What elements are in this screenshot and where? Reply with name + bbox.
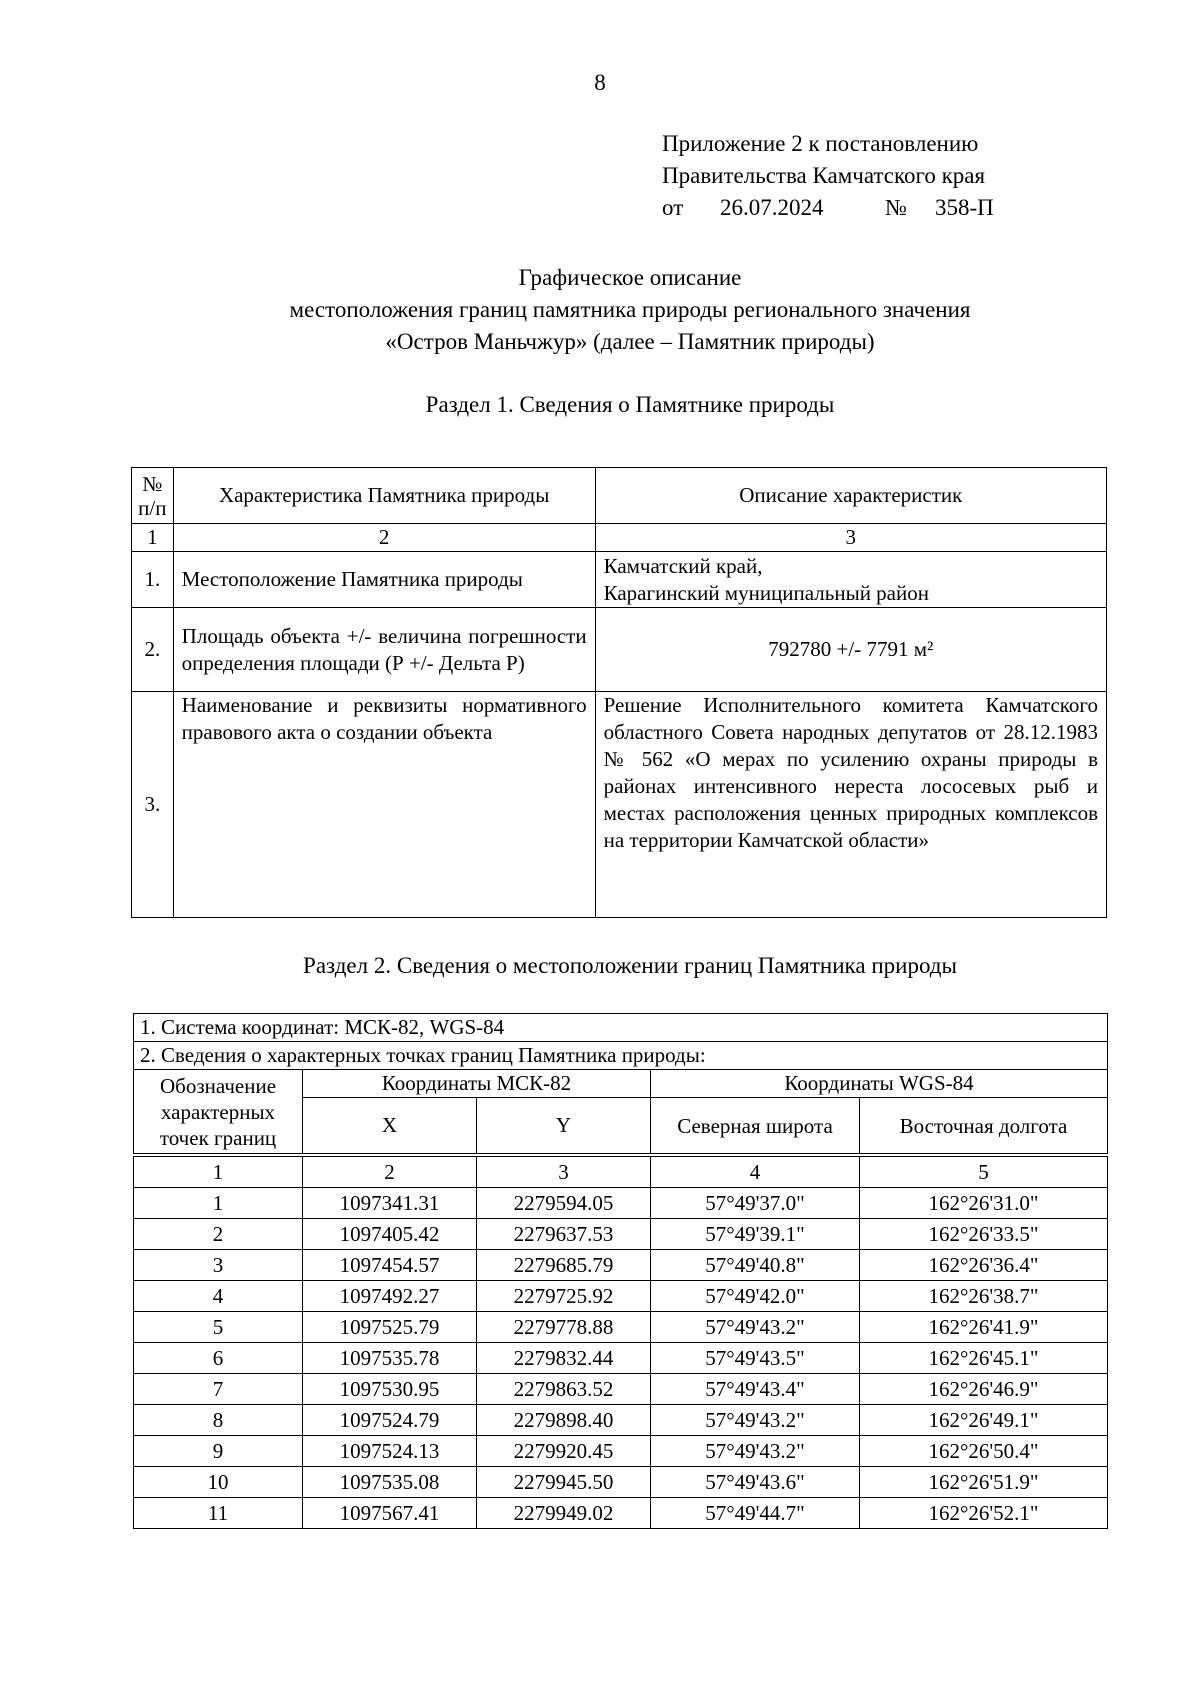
table-row [134, 1343, 1108, 1374]
header-wgs84: Координаты WGS-84 [651, 1070, 1108, 1098]
coord-lat: 57°49'43.4" [651, 1374, 860, 1405]
description-cell [595, 552, 1106, 608]
points-title-row [134, 1042, 1108, 1070]
section2-heading: Раздел 2. Сведения о местоположении границ Памятника природы [303, 953, 957, 978]
coord-lat: 57°49'37.0" [651, 1188, 860, 1219]
coord-lon: 162°26'36.4" [860, 1250, 1108, 1281]
coord-point: 4 [134, 1281, 303, 1312]
coord-lat: 57°49'42.0" [651, 1281, 860, 1312]
coord-x: 1097454.57 [303, 1250, 477, 1281]
table-row [134, 1498, 1108, 1529]
coord-lat: 57°49'44.7" [651, 1498, 860, 1529]
appendix-line-1: Приложение 2 к постановлению [662, 131, 979, 156]
coord-y: 2279832.44 [477, 1343, 651, 1374]
appendix-block [662, 128, 994, 224]
header-row-1 [134, 1070, 1108, 1098]
title-line-2: местоположения границ памятника природы регионального значения [289, 297, 971, 322]
table-row [134, 1219, 1108, 1250]
table-row [134, 1312, 1108, 1343]
document-number: 358-П [935, 195, 994, 220]
title-line-3: «Остров Маньчжур» (далее – Памятник природы) [385, 329, 875, 354]
table-row [134, 1250, 1108, 1281]
coord-point: 5 [134, 1312, 303, 1343]
table-row [134, 1405, 1108, 1436]
system-row [134, 1014, 1108, 1042]
header-latitude: Северная широта [651, 1098, 860, 1154]
column-number-row [134, 1157, 1108, 1188]
coord-lat: 57°49'39.1" [651, 1219, 860, 1250]
column-number: 2 [303, 1157, 477, 1188]
table-row [134, 1188, 1108, 1219]
header-y: Y [477, 1098, 651, 1154]
table-row [132, 552, 1107, 608]
coord-point: 2 [134, 1219, 303, 1250]
section1-heading: Раздел 1. Сведения о Памятнике природы [425, 392, 835, 417]
coord-lat: 57°49'40.8" [651, 1250, 860, 1281]
coord-y: 2279863.52 [477, 1374, 651, 1405]
row-number: 1. [132, 552, 174, 608]
coord-x: 1097535.78 [303, 1343, 477, 1374]
coord-lat: 57°49'43.2" [651, 1436, 860, 1467]
coord-lon: 162°26'41.9" [860, 1312, 1108, 1343]
coord-x: 1097535.08 [303, 1467, 477, 1498]
header-description: Описание характеристик [595, 468, 1106, 524]
coord-lon: 162°26'45.1" [860, 1343, 1108, 1374]
row-number: 3. [132, 692, 174, 918]
coord-lat: 57°49'43.5" [651, 1343, 860, 1374]
number-sign: № [885, 195, 907, 220]
coord-lon: 162°26'38.7" [860, 1281, 1108, 1312]
column-number: 3 [477, 1157, 651, 1188]
header-point: Обозначение характерных точек границ [134, 1070, 303, 1154]
document-date: 26.07.2024 [720, 195, 824, 220]
characteristic-cell: Площадь объекта +/- величина погрешности определения площади (Р +/- Дельта Р) [173, 608, 595, 692]
coord-lon: 162°26'46.9" [860, 1374, 1108, 1405]
coord-lon: 162°26'31.0" [860, 1188, 1108, 1219]
header-longitude: Восточная долгота [860, 1098, 1108, 1154]
coord-lon: 162°26'33.5" [860, 1219, 1108, 1250]
characteristic-cell: Местоположение Памятника природы [173, 552, 595, 608]
description-cell: 792780 +/- 7791 м² [595, 608, 1106, 692]
characteristic-cell: Наименование и реквизиты нормативного правового акта о создании объекта [173, 692, 595, 918]
appendix-line-2: Правительства Камчатского края [662, 163, 986, 188]
coord-point: 3 [134, 1250, 303, 1281]
description-cell: Решение Исполнительного комитета Камчатского областного Совета народных депутатов от 28.12.1983 № 562 «О мерах по усилению охраны природы в районах интенсивного нереста лососевых рыб и местах расположения ценных природных комплексов на территории Камчатской области» [595, 692, 1106, 918]
header-num: № п/п [132, 468, 174, 524]
column-number: 4 [651, 1157, 860, 1188]
header-characteristic: Характеристика Памятника природы [173, 468, 595, 524]
table-header-row [132, 468, 1107, 524]
coord-point: 6 [134, 1343, 303, 1374]
column-number: 3 [595, 524, 1106, 552]
column-number: 2 [173, 524, 595, 552]
coord-y: 2279945.50 [477, 1467, 651, 1498]
column-number: 1 [132, 524, 174, 552]
coord-point: 9 [134, 1436, 303, 1467]
header-msk82: Координаты МСК-82 [303, 1070, 651, 1098]
coord-x: 1097530.95 [303, 1374, 477, 1405]
coord-x: 1097524.13 [303, 1436, 477, 1467]
coord-y: 2279898.40 [477, 1405, 651, 1436]
from-label: от [662, 195, 684, 220]
coord-lon: 162°26'52.1" [860, 1498, 1108, 1529]
page-number: 8 [594, 70, 606, 95]
table-row [134, 1436, 1108, 1467]
table-row [134, 1467, 1108, 1498]
column-number: 1 [134, 1157, 303, 1188]
table-row [132, 692, 1107, 918]
table-row [132, 608, 1107, 692]
coord-y: 2279920.45 [477, 1436, 651, 1467]
table-row [134, 1374, 1108, 1405]
description-line: Камчатский край, [603, 553, 763, 578]
coord-x: 1097567.41 [303, 1498, 477, 1529]
coord-x: 1097405.42 [303, 1219, 477, 1250]
coord-y: 2279685.79 [477, 1250, 651, 1281]
coord-lon: 162°26'50.4" [860, 1436, 1108, 1467]
appendix-date-line [662, 192, 994, 224]
header-x: X [303, 1098, 477, 1154]
coord-point: 8 [134, 1405, 303, 1436]
coord-point: 10 [134, 1467, 303, 1498]
document-title [0, 262, 1200, 358]
coord-lon: 162°26'49.1" [860, 1405, 1108, 1436]
coordinate-system: 1. Система координат: МСК-82, WGS-84 [134, 1014, 1108, 1042]
description-line: Карагинский муниципальный район [603, 580, 929, 605]
column-number: 5 [860, 1157, 1108, 1188]
coord-y: 2279637.53 [477, 1219, 651, 1250]
column-number-row [132, 524, 1107, 552]
coord-lat: 57°49'43.2" [651, 1312, 860, 1343]
coord-y: 2279949.02 [477, 1498, 651, 1529]
coord-point: 1 [134, 1188, 303, 1219]
table-row [134, 1281, 1108, 1312]
section1-table [131, 467, 1107, 918]
coord-y: 2279594.05 [477, 1188, 651, 1219]
coord-point: 7 [134, 1374, 303, 1405]
coord-lat: 57°49'43.6" [651, 1467, 860, 1498]
coordinate-rows [134, 1188, 1108, 1529]
title-line-1: Графическое описание [518, 265, 742, 290]
coord-point: 11 [134, 1498, 303, 1529]
coord-x: 1097525.79 [303, 1312, 477, 1343]
row-number: 2. [132, 608, 174, 692]
coord-x: 1097524.79 [303, 1405, 477, 1436]
points-title: 2. Сведения о характерных точках границ Памятника природы: [134, 1042, 1108, 1070]
section2-table [133, 1013, 1108, 1529]
coord-lon: 162°26'51.9" [860, 1467, 1108, 1498]
coord-y: 2279778.88 [477, 1312, 651, 1343]
coord-x: 1097341.31 [303, 1188, 477, 1219]
coord-y: 2279725.92 [477, 1281, 651, 1312]
coord-lat: 57°49'43.2" [651, 1405, 860, 1436]
coord-x: 1097492.27 [303, 1281, 477, 1312]
